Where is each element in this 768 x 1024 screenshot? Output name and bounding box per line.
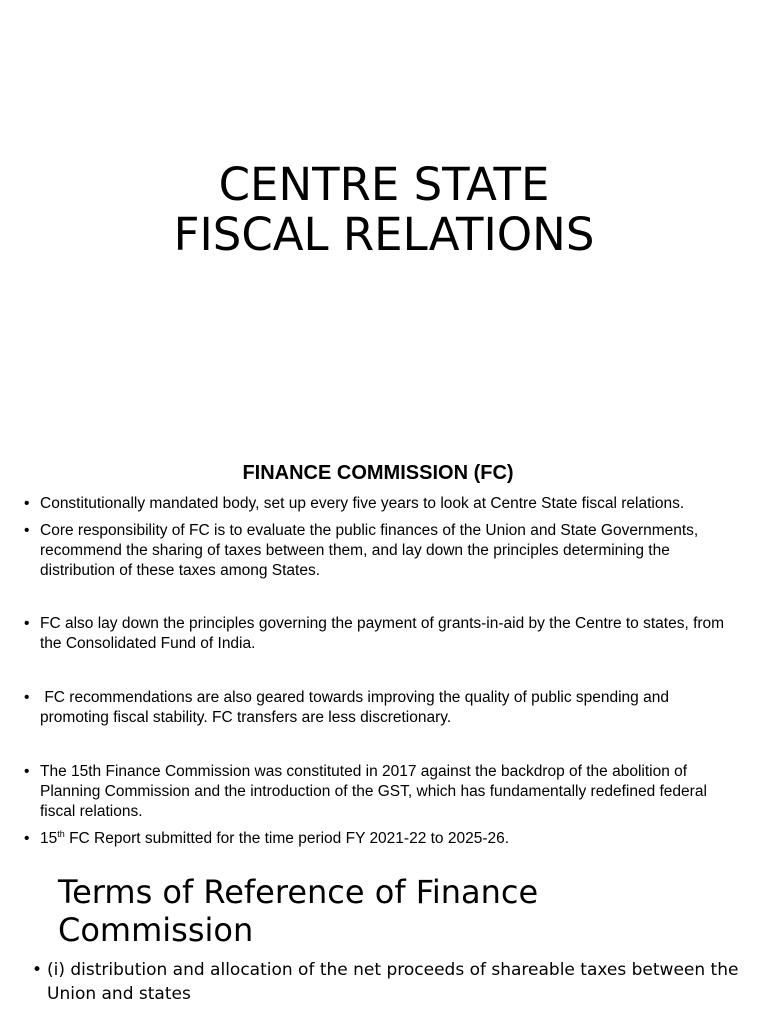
fc-report-text: FC Report submitted for the time period FY 2021-22 to 2025-26. [64,830,510,847]
tor-title-line-2: Commission [58,911,254,949]
finance-commission-heading: FINANCE COMMISSION (FC) [242,462,514,484]
slide-title-line-2: FISCAL RELATIONS [173,208,595,261]
slide-title [0,160,768,260]
fc-bullet-4: • FC recommendations are also geared towards improving the quality of public spending and promoting fiscal stability. FC transfers are less discretionary. [24,688,740,728]
fc-number: 15 [40,830,58,847]
terms-of-reference-title [58,873,538,949]
fc-bullet-2: • Core responsibility of FC is to evaluate the public finances of the Union and State Governments, recommend the sharing of taxes between them, and lay down the principles determining the distribution of these taxes among States. [24,521,740,581]
tor-bullet-1: • (i) distribution and allocation of the net proceeds of shareable taxes between the Union and states [32,958,747,1006]
ordinal-suffix: th [57,829,65,839]
tor-title-line-1: Terms of Reference of Finance [58,873,539,911]
fc-bullet-5: • The 15th Finance Commission was constituted in 2017 against the backdrop of the abolition of Planning Commission and the introduction of the GST, which has fundamentally redefined federal fiscal relations. [24,762,740,822]
fc-bullet-1: • Constitutionally mandated body, set up every five years to look at Centre State fiscal relations. [24,494,740,514]
fc-bullet-6 [24,829,740,849]
fc-bullet-3: • FC also lay down the principles governing the payment of grants-in-aid by the Centre to states, from the Consolidated Fund of India. [24,614,740,654]
slide-title-line-1: CENTRE STATE [218,158,550,211]
